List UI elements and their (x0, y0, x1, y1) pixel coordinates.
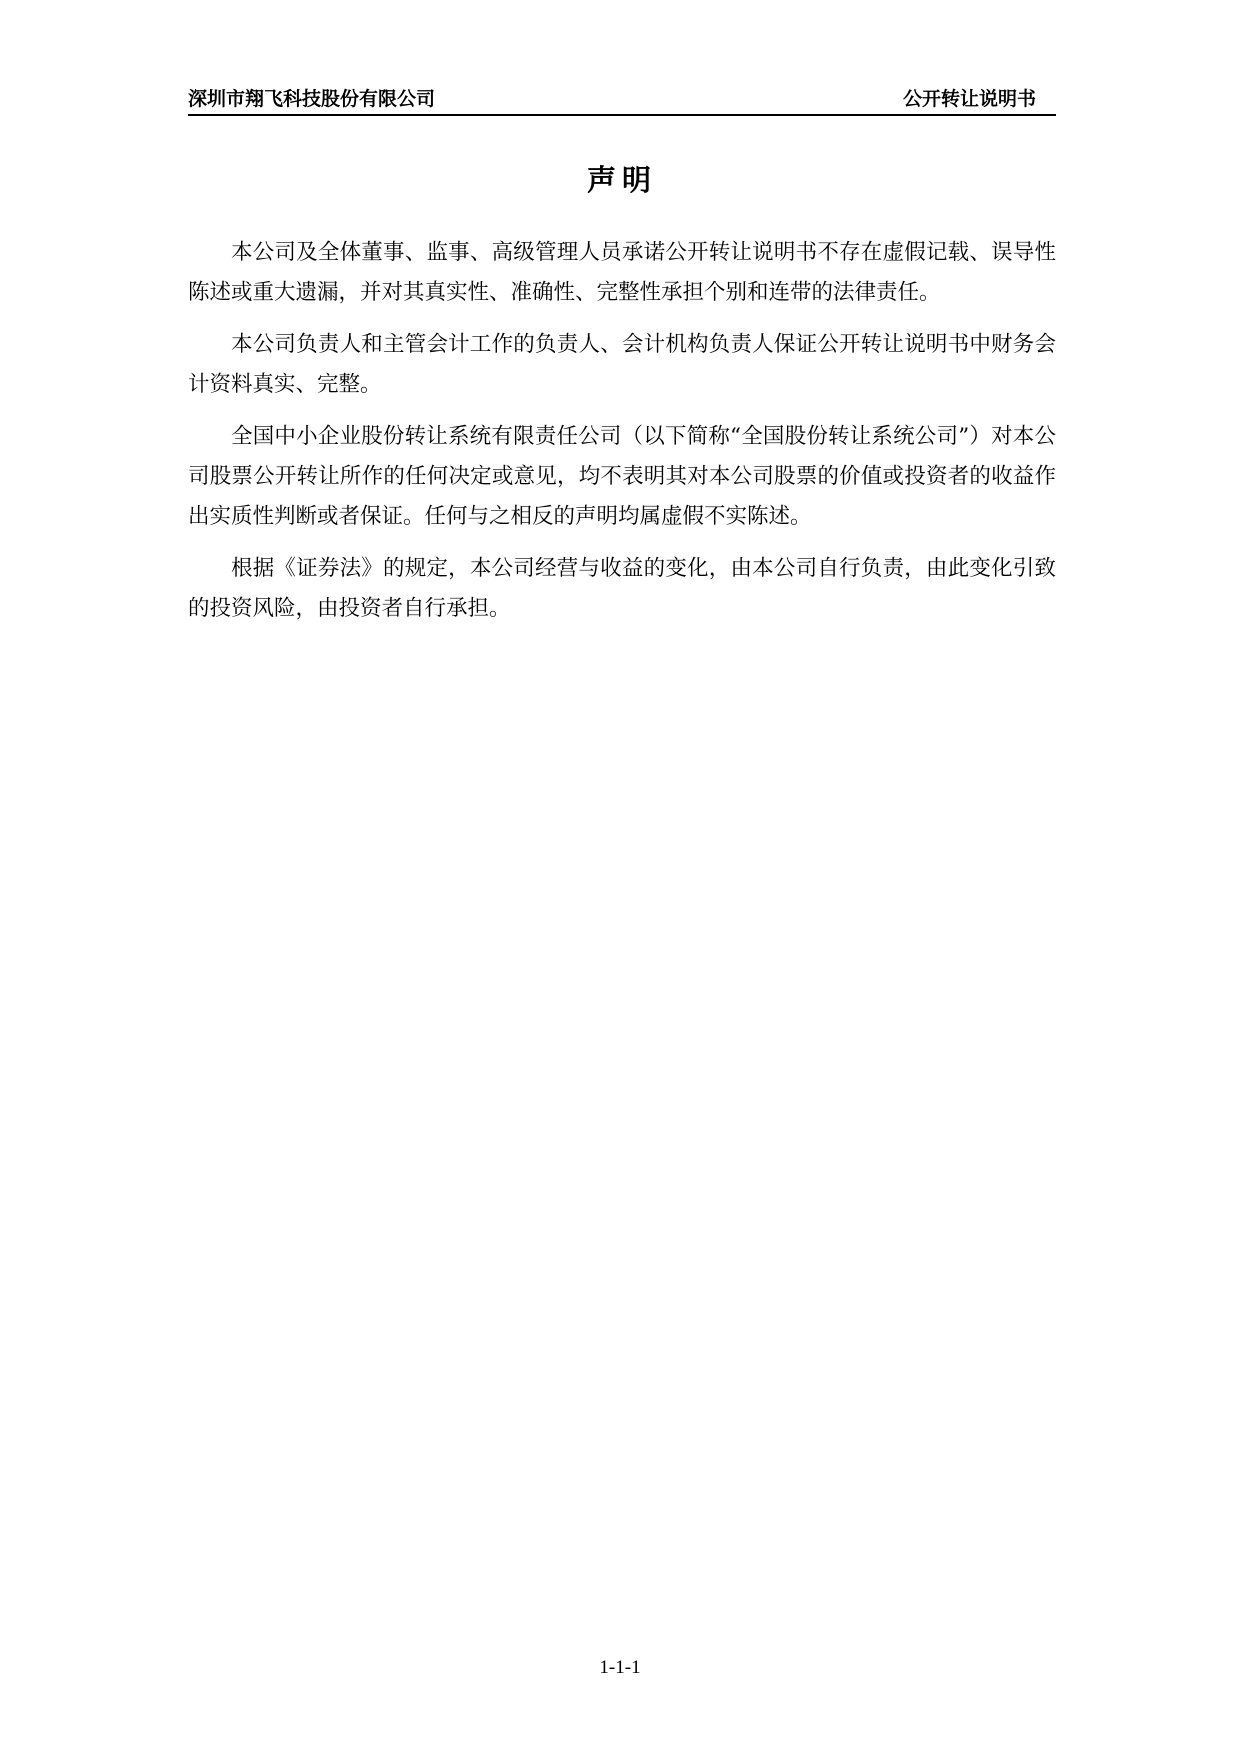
paragraph-4: 根据《证券法》的规定，本公司经营与收益的变化，由本公司自行负责，由此变化引致的投资风险，由投资者自行承担。 (188, 556, 1056, 621)
header-company-name: 深圳市翔飞科技股份有限公司 (188, 88, 436, 110)
page-title: 声明 (586, 163, 657, 197)
paragraph-1: 本公司及全体董事、监事、高级管理人员承诺公开转让说明书不存在虚假记载、误导性陈述或重大遗漏，并对其真实性、准确性、完整性承担个别和连带的法律责任。 (188, 240, 1056, 305)
page-number: 1-1-1 (599, 1657, 641, 1678)
declaration-body (188, 233, 1056, 641)
header-document-type: 公开转让说明书 (902, 88, 1036, 110)
paragraph-3: 全国中小企业股份转让系统有限责任公司（以下简称“全国股份转让系统公司”）对本公司股票公开转让所作的任何决定或意见，均不表明其对本公司股票的价值或投资者的收益作出实质性判断或者保证。任何与之相反的声明均属虚假不实陈述。 (188, 424, 1056, 529)
page-header (188, 86, 1056, 116)
paragraph-2: 本公司负责人和主管会计工作的负责人、会计机构负责人保证公开转让说明书中财务会计资料真实、完整。 (188, 332, 1056, 397)
